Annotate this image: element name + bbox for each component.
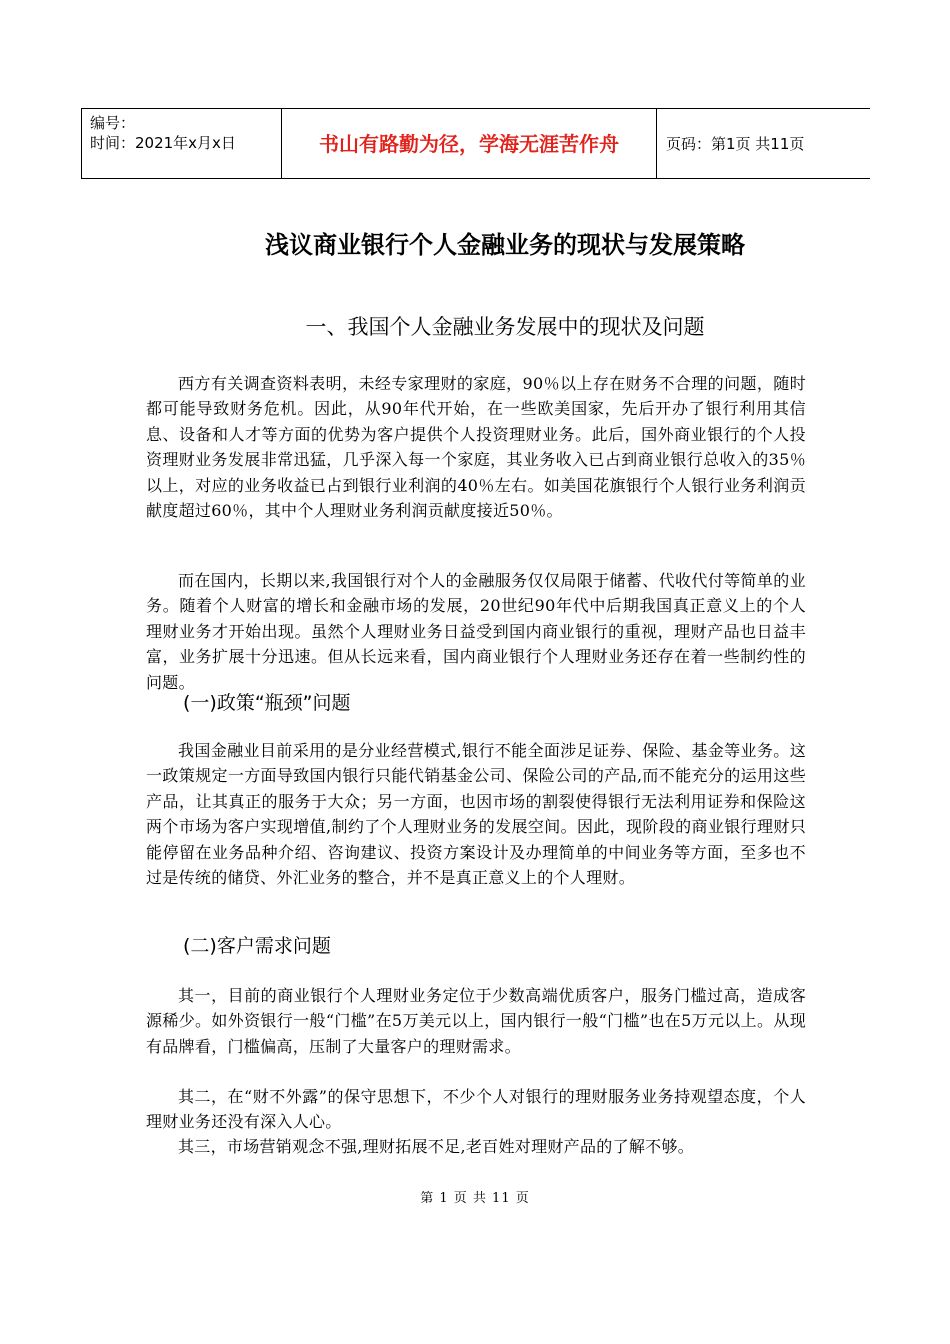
subsection-heading: (一)政策“瓶颈”问题 [183,692,351,714]
header-table [81,108,870,179]
time-label: 时间：2021年x月x日 [90,134,236,152]
header-meta [90,113,236,153]
body-paragraph: 我国金融业目前采用的是分业经营模式,银行不能全面涉足证券、保险、基金等业务。这一政策规定一方面导致国内银行只能代销基金公司、保险公司的产品,而不能充分的运用这些产品，让其真正的服务于大众；另一方面，也因市场的割裂使得银行无法利用证券和保险这两个市场为客户实现增值,制约了个人理财业务的发展空间。因此，现阶段的商业银行理财只能停留在业务品种介绍、咨询建议、投资方案设计及办理简单的中间业务等方面，至多也不过是传统的储贷、外汇业务的整合，并不是真正意义上的个人理财。 [146,741,806,888]
section-heading: 一、我国个人金融业务发展中的现状及问题 [305,315,705,339]
body-paragraph: 其三，市场营销观念不强,理财拓展不足,老百姓对理财产品的了解不够。 [178,1137,695,1156]
body-paragraph: 西方有关调查资料表明，未经专家理财的家庭，90％以上存在财务不合理的问题，随时都可能导致财务危机。因此，从90年代开始，在一些欧美国家，先后开办了银行利用其信息、设备和人才等方面的优势为客户提供个人投资理财业务。此后，国外商业银行的个人投资理财业务发展非常迅猛，几乎深入每一个家庭，其业务收入已占到商业银行总收入的35％以上，对应的业务收益已占到银行业利润的40％左右。如美国花旗银行个人银行业务利润贡献度超过60％，其中个人理财业务利润贡献度接近50％。 [146,374,806,521]
subsection-heading: (二)客户需求问题 [183,935,331,957]
header-divider [81,109,82,178]
header-divider [656,109,657,178]
body-paragraph: 其一，目前的商业银行个人理财业务定位于少数高端优质客户，服务门槛过高，造成客源稀少。如外资银行一般“门槛”在5万美元以上，国内银行一般“门槛”也在5万元以上。从现有品牌看，门槛偏高，压制了大量客户的理财需求。 [146,986,806,1056]
document-title: 浅议商业银行个人金融业务的现状与发展策略 [265,231,745,259]
page-footer: 第 1 页 共 11 页 [420,1191,530,1206]
header-page-info: 页码：第1页 共11页 [666,135,805,153]
body-paragraph: 而在国内，长期以来,我国银行对个人的金融服务仅仅局限于储蓄、代收代付等简单的业务。随着个人财富的增长和金融市场的发展，20世纪90年代中后期我国真正意义上的个人理财业务才开始出现。虽然个人理财业务日益受到国内商业银行的重视，理财产品也日益丰富，业务扩展十分迅速。但从长远来看，国内商业银行个人理财业务还存在着一些制约性的问题。 [146,571,806,692]
body-paragraph: 其二，在“财不外露”的保守思想下，不少个人对银行的理财服务业务持观望态度，个人理财业务还没有深入人心。 [146,1087,806,1132]
number-label: 编号： [90,114,136,132]
header-motto: 书山有路勤为径，学海无涯苦作舟 [319,132,619,156]
